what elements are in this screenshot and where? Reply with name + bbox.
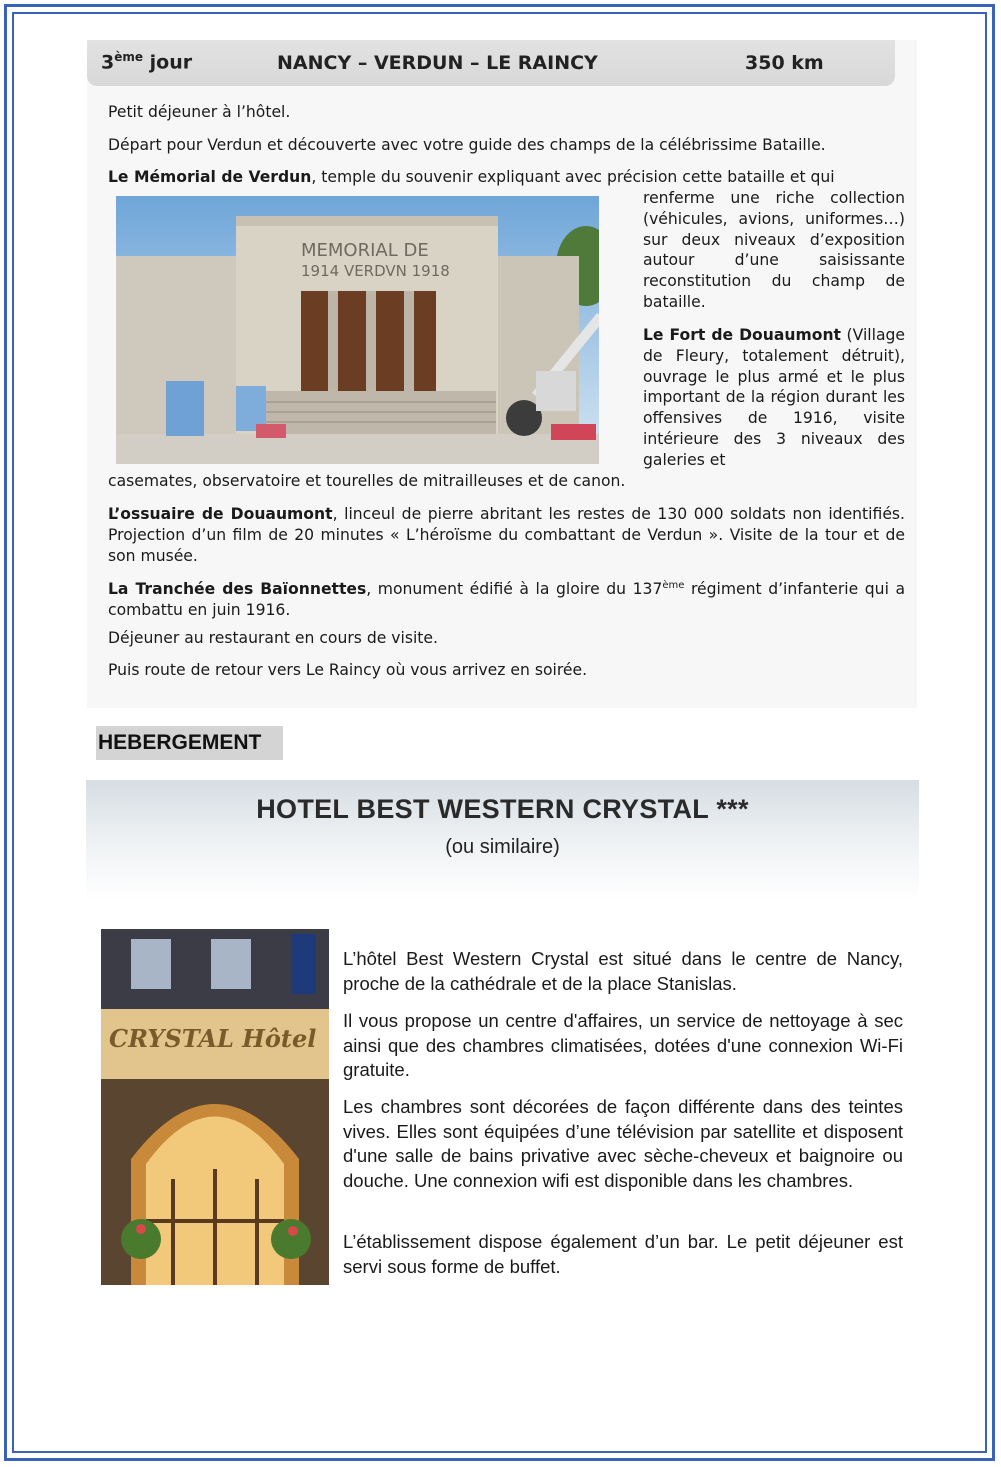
memorial-continued: renferme une riche collection (véhicules, avions, uniformes…) sur deux niveaux d’exposition autour d’une saisissante reconstitution du champ de bataille. — [643, 189, 905, 311]
return-text: Puis route de retour vers Le Raincy où vous arrivez en soirée. — [108, 661, 588, 679]
lunch-text: Déjeuner au restaurant en cours de visite. — [108, 629, 438, 647]
ossuaire-name: L’ossuaire de Douaumont — [108, 505, 333, 523]
fort-name: Le Fort de Douaumont — [643, 326, 842, 344]
memorial-photo — [116, 196, 599, 464]
hotel-photo — [101, 929, 329, 1285]
memorial-name: Le Mémorial de Verdun — [108, 168, 312, 186]
svg-text:MEMORIAL DE: MEMORIAL DE — [301, 240, 429, 261]
hotel-description-2: Il vous propose un centre d'affaires, un service de nettoyage à sec ainsi que des chambres climatisées, dotées d'une connexion Wi-Fi gratuite. — [343, 1010, 903, 1080]
hotel-description-3: Les chambres sont décorées de façon différente dans des teintes vives. Elles sont équipées d’une télévision par satellite et disposent d'une salle de bains privative avec sèche-cheveux et baignoire ou douche. Une connexion wifi est disponible dans les chambres. — [343, 1096, 903, 1191]
tranchee-name: La Tranchée des Baïonnettes — [108, 580, 367, 599]
breakfast-text: Petit déjeuner à l’hôtel. — [108, 103, 291, 121]
hotel-subtitle: (ou similaire) — [445, 836, 560, 858]
distance: 350 km — [745, 52, 824, 74]
ossuaire-paragraph: L’ossuaire de Douaumont, linceul de pierre abritant les restes de 130 000 soldats non identifiés. Projection d’un film de 20 minutes « L’héroïsme du combattant de Verdun ». Visite de la tour et de son musée. — [108, 505, 906, 565]
tranchee-paragraph: La Tranchée des Baïonnettes, monument édifié à la gloire du 137ème régiment d’infanterie qui a combattu en juin 1916. — [108, 580, 906, 619]
svg-text:CRYSTAL Hôtel: CRYSTAL Hôtel — [109, 1024, 317, 1053]
departure-text: Départ pour Verdun et découverte avec votre guide des champs de la célébrissime Bataille. — [108, 136, 826, 154]
hotel-section — [86, 780, 919, 1285]
svg-text:1914 VERDVN 1918: 1914 VERDVN 1918 — [301, 262, 450, 280]
route-title: NANCY – VERDUN – LE RAINCY — [277, 52, 598, 74]
hotel-title: HOTEL BEST WESTERN CRYSTAL *** — [256, 794, 749, 824]
hotel-description-4: L’établissement dispose également d’un bar. Le petit déjeuner est servi sous forme de buffet. — [343, 1231, 903, 1277]
fort-paragraph: Le Fort de Douaumont (Village de Fleury, totalement détruit), ouvrage le plus armé et le plus important de la région durant les offensives de 1916, visite intérieure des 3 niveaux des galeries et — [643, 326, 905, 469]
day-header — [87, 40, 895, 86]
hotel-description-1: L’hôtel Best Western Crystal est situé dans le centre de Nancy, proche de la cathédrale et de la place Stanislas. — [343, 948, 903, 994]
day-label: 3ème jour — [101, 50, 193, 74]
day-section — [87, 40, 917, 708]
fort-continued: casemates, observatoire et tourelles de mitrailleuses et de canon. — [108, 472, 626, 490]
hebergement-heading: HEBERGEMENT — [96, 726, 283, 760]
memorial-paragraph: Le Mémorial de Verdun, temple du souvenir expliquant avec précision cette bataille et qui — [108, 168, 835, 186]
